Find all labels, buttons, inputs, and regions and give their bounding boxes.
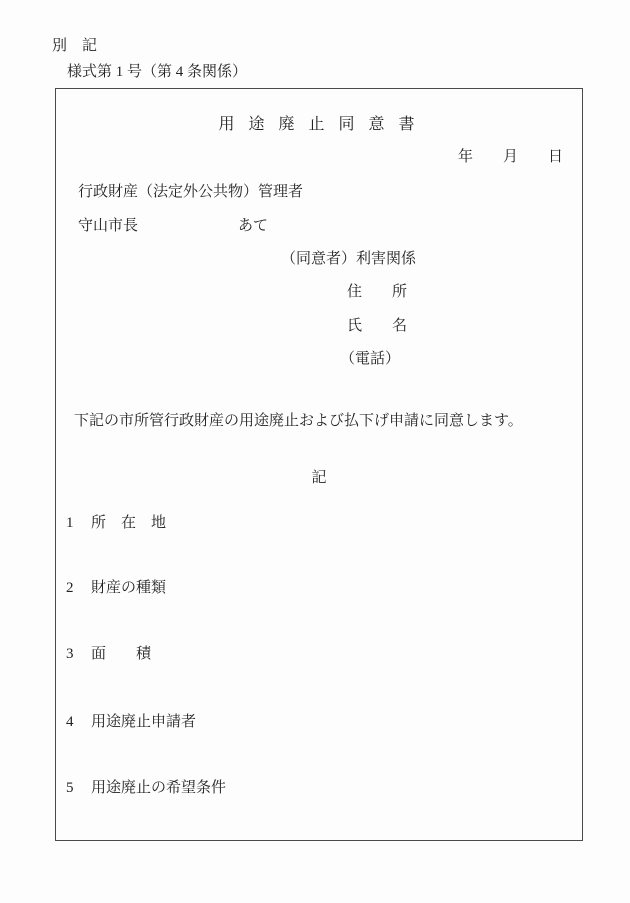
list-item-label: 用途廃止の希望条件 [91,780,227,796]
list-item-area [66,645,151,663]
list-item-property-type [66,579,166,597]
form-border-box [55,88,583,841]
appendix-label: 別 記 [52,38,98,54]
addressee-line [78,217,268,235]
list-item-desired-conditions [66,779,226,797]
consenter-phone-label: （電話） [340,351,401,367]
list-item-number: 3 [66,646,74,662]
form-number-label: 様式第 1 号（第 4 条関係） [67,64,248,80]
list-item-label: 財産の種類 [91,580,167,596]
consenter-heading: （同意者）利害関係 [281,251,417,267]
addressee-suffix: あて [238,218,269,234]
addressee-role: 行政財産（法定外公共物）管理者 [78,184,304,200]
list-item-label: 用途廃止申請者 [91,714,197,730]
note-heading: 記 [311,470,327,486]
form-title: 用 途 廃 止 同 意 書 [218,116,420,133]
list-item-label: 面 積 [91,646,152,662]
consenter-address-label: 住 所 [347,284,408,300]
addressee-name: 守山市長 [78,218,139,234]
list-item-applicant [66,713,196,731]
consent-statement: 下記の市所管行政財産の用途廃止および払下げ申請に同意します。 [74,413,523,429]
list-item-number: 2 [66,580,74,596]
list-item-number: 1 [66,515,74,531]
consenter-name-label: 氏 名 [347,318,408,334]
list-item-location [66,514,166,532]
date-blank-line: 年 月 日 [457,149,563,165]
list-item-number: 5 [66,780,74,796]
list-item-label: 所 在 地 [91,515,167,531]
list-item-number: 4 [66,714,74,730]
